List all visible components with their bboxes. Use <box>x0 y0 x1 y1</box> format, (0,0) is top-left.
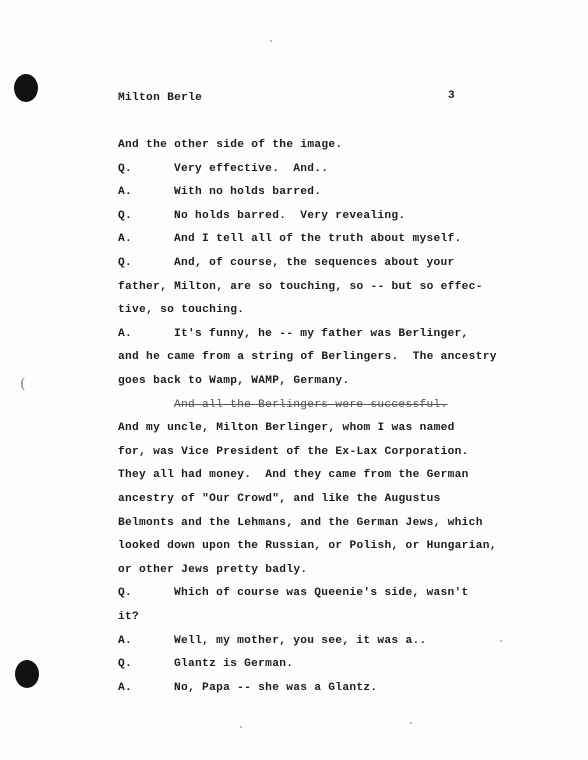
transcript-line <box>118 421 455 435</box>
transcript-line <box>118 398 448 412</box>
transcript-line <box>118 232 462 246</box>
transcript-line <box>118 681 377 695</box>
transcript-line <box>118 492 441 506</box>
speaker-label: A. <box>118 186 133 199</box>
speaker-label: Q. <box>118 257 133 269</box>
line-text: They all had money. And they came from the German <box>118 469 469 482</box>
margin-mark: ( <box>20 376 26 392</box>
line-text: Well, my mother, you see, it was a.. <box>174 634 427 647</box>
transcript-line <box>118 445 469 459</box>
line-text: for, was Vice President of the Ex-Lax Corporation. <box>118 445 469 458</box>
line-text: No, Papa -- she was a Glantz. <box>174 681 378 694</box>
line-text: No holds barred. Very revealing. <box>174 209 406 222</box>
page-number: 3 <box>448 90 455 102</box>
speaker-label: A. <box>118 327 133 340</box>
struck-text: And all the Berlingers were successful. <box>174 398 448 411</box>
transcript-line <box>118 516 483 530</box>
line-text: And the other side of the image. <box>118 139 343 151</box>
line-text: And my uncle, Milton Berlinger, whom I was named <box>118 422 455 435</box>
transcript-line <box>118 586 469 600</box>
transcript-line <box>118 468 469 482</box>
line-text: It's funny, he -- my father was Berlinger, <box>174 327 469 340</box>
transcript-line <box>118 280 483 294</box>
line-text: Which of course was Queenie's side, wasn't <box>174 587 469 600</box>
line-text: Very effective. And.. <box>174 162 329 175</box>
speaker-label: Q. <box>118 209 133 222</box>
transcript-line <box>118 185 321 199</box>
transcript-line <box>118 303 244 317</box>
transcript-line <box>118 162 328 176</box>
scan-speck <box>270 40 272 42</box>
line-text: looked down upon the Russian, or Polish, or Hungarian, <box>118 540 497 553</box>
speaker-label: Q. <box>118 658 133 671</box>
transcript-line <box>118 256 455 270</box>
transcript-line <box>118 209 405 223</box>
line-text: ancestry of "Our Crowd", and like the Augustus <box>118 493 441 505</box>
line-text: father, Milton, are so touching, so -- but so effec- <box>118 280 483 293</box>
line-text: or other Jews pretty badly. <box>118 563 308 576</box>
line-text: Glantz is German. <box>174 658 294 671</box>
speaker-label: A. <box>118 681 133 694</box>
transcript-line <box>118 350 497 364</box>
scan-speck <box>410 722 412 724</box>
line-text: With no holds barred. <box>174 186 322 199</box>
line-text: And, of course, the sequences about your <box>174 257 455 269</box>
transcript-line <box>118 657 293 671</box>
binder-hole-top <box>14 74 38 102</box>
speaker-label: Q. <box>118 587 133 600</box>
line-text: it? <box>118 611 140 623</box>
speaker-label: A. <box>118 233 133 246</box>
line-text: goes back to Wamp, WAMP, Germany. <box>118 375 350 387</box>
speaker-label: A. <box>118 634 133 647</box>
transcript-line <box>118 634 427 648</box>
transcript-line <box>118 539 497 553</box>
line-text: Belmonts and the Lehmans, and the German Jews, which <box>118 516 483 529</box>
transcript-line <box>118 374 349 388</box>
scan-speck <box>240 726 242 728</box>
line-text: and he came from a string of Berlingers. The ancestry <box>118 351 497 364</box>
transcript-line <box>118 610 139 624</box>
scan-speck <box>500 640 502 642</box>
line-text: And I tell all of the truth about myself. <box>174 233 462 246</box>
transcript-line <box>118 138 342 152</box>
page-header-name: Milton Berle <box>118 92 203 104</box>
binder-hole-bottom <box>15 660 39 688</box>
speaker-label: Q. <box>118 162 133 175</box>
transcript-line <box>118 563 307 577</box>
line-text: tive, so touching. <box>118 304 245 317</box>
transcript-line <box>118 327 469 341</box>
